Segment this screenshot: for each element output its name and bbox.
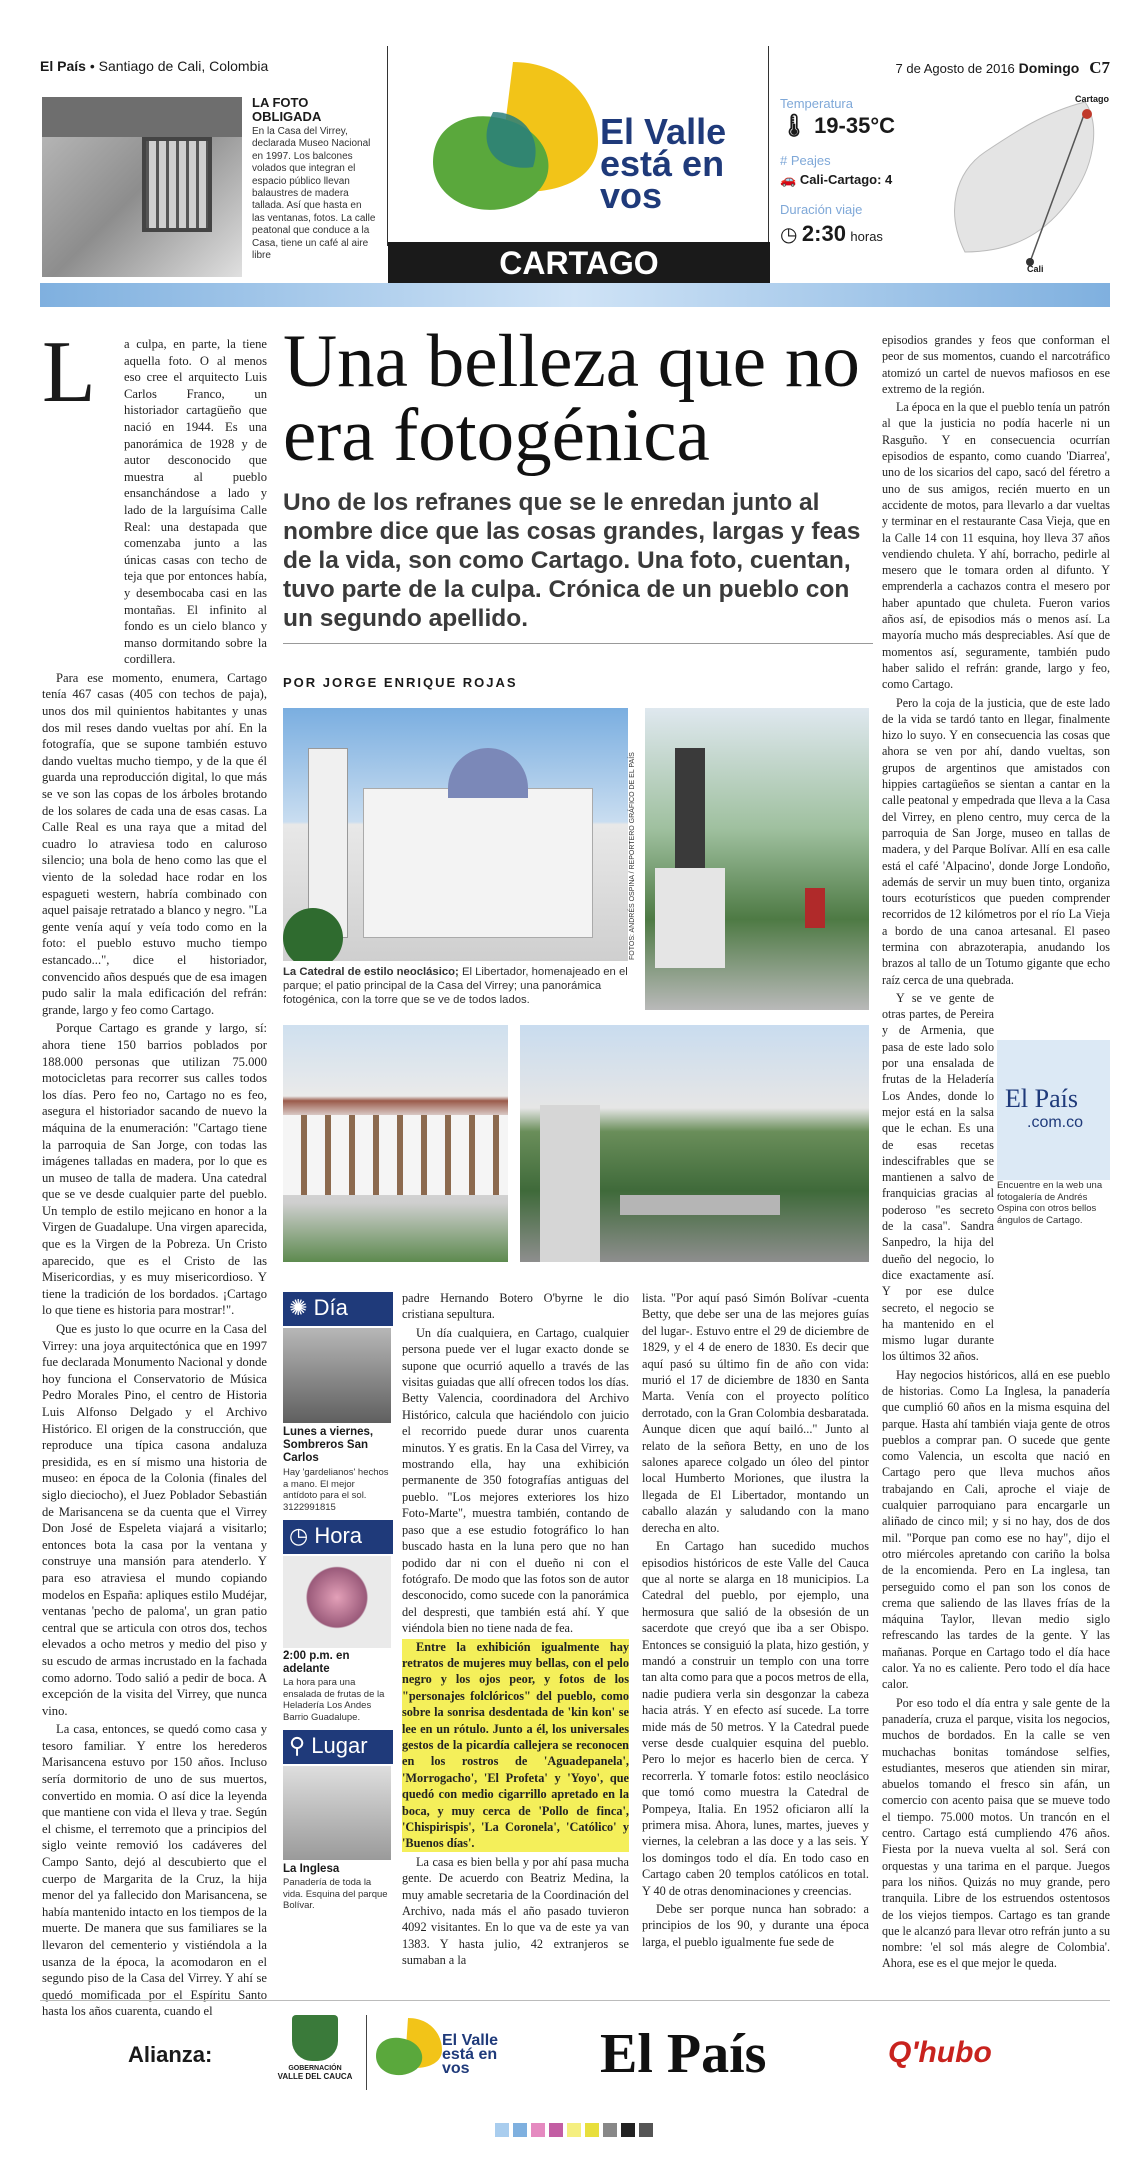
- lugar-title: Lugar: [311, 1733, 368, 1758]
- web-text: Encuentre en la web una fotogalería de Andrés Ospina con otros bellos ángulos de Cartago.: [997, 1180, 1103, 1226]
- web-brand: El País: [1005, 1084, 1078, 1113]
- foto-obligada-box: [252, 96, 377, 262]
- page-number: C7: [1089, 58, 1110, 77]
- clock-icon-2: ◷: [289, 1523, 309, 1548]
- col1-p3: Porque Cartago es grande y largo, sí: ahora tiene 150 barrios poblados por 188.000 personas que utilizan 75.000 motocicletas para recorrer sus calles todos los días. Pero feo no, Cartago no es feo, asegura el historiador sacando de nuevo la máquina de la enumeración: "Cartago tiene la parroquia de San Jorge, con todas las imágenes talladas en madera, por lo que es un museo de talla de madera. Una catedral que se ve desde cualquier parte del pueblo. Un templo de estilo mejicano en honor a la Virgen de Guadalupe. Una virgen aparecida, que es la Virgen de la Pobreza. Un Cristo aparecido, que es el Cristo de las Misericordias, y es muy misericordioso. Y tiene la tradición de los bordados. ¡Cartago lo que tiene es historia para mostrar!".: [42, 1021, 267, 1318]
- casa-virrey-photo: [42, 97, 242, 277]
- sky-band: [40, 283, 1110, 307]
- stats-box: [780, 96, 940, 247]
- hora-head: 2:00 p.m. en adelante: [283, 1650, 350, 1675]
- duracion-value: 2:30: [801, 221, 846, 246]
- registration-strip: [495, 2123, 675, 2137]
- lugar-head: La Inglesa: [283, 1863, 340, 1875]
- gob-line1: GOBERNACIÓN: [288, 2065, 342, 2072]
- col1-p5: La casa, entonces, se quedó como casa y tesoro familiar. Y entre los herederos Marisancena estuvo por 150 años. Incluso sería dormitorio de uno de sus muertos, convertido en momia. O así dice la leyenda que mantiene con vida el lleva y trae. Según el chisme, el terremoto que a principios del siglo veinte removió los cadáveres del Campo Santo, dejó al descubierto que el cuerpo de Margarita de la Cruz, la hija menor del ya fallecido don Marisancena, se había mantenido intacto en los tiempos de la muerte. De manera que sus familiares se la llevaron del cementerio y vistiéndola a la usanza de la época, la acomodaron en el segundo piso de la Casa del Virrey. Y ahí se quedó momificada por el Espíritu Santo hasta los años cuarenta, cuando el: [42, 1722, 267, 2019]
- photo-caption: [283, 965, 628, 1007]
- dia-title: Día: [313, 1295, 348, 1320]
- photo-credit: FOTOS: ANDRÉS OSPINA / REPORTERO GRÁFICO DE EL PAÍS: [629, 752, 636, 960]
- col2-highlight: Entre la exhibición igualmente hay retratos de mujeres muy bellas, con el pelo negro y los ojos peor, y fotos de los "personajes folclóricos" del pueblo, como sobre la sonrisa desdentada de 'kin kon' se lee en un rótulo. Junto a él, los universales gestos de la picardía callejera se reconocen en los rostros de 'Aguadepanela', 'Morrogacho', 'El Profeta' y 'Yoyo', que quedó con medio cigarrillo apretado en la boca, y muy cerca de 'Pollo de finca', 'Chispirispis', 'La Coronela', 'Católico' y 'Buenos días'.: [402, 1639, 629, 1851]
- byline: POR JORGE ENRIQUE ROJAS: [283, 675, 518, 690]
- footer-qhubo: Q'hubo: [888, 2036, 992, 2069]
- footer-logo-l1: El Valle: [442, 2032, 499, 2049]
- col3-p1: lista. "Por aquí pasó Simón Bolívar -cuenta Betty, que debe ser una de las mejores guías del lugar-. Estuvo entre el 29 de diciembre de 1829, y el 4 de enero de 1830. Es decir que aquí pasó su último fin de año con vida: murió el 17 de diciembre de 1830 en Santa Marta. Venía con el proyecto político derrotado, con la Gran Colombia desbaratada. Aunque dicen que aquí bailó..." Junto al relato de la señora Betty, en uno de los salones aparece colgado un óleo del pintor local Humberto Moriones, que ilustra la llegada de El Libertador, montando un caballo alazán y saludando con la mano derecha en alto.: [642, 1291, 869, 1535]
- thermometer-icon: 🌡: [780, 113, 808, 138]
- map-label-cali: Cali: [1027, 264, 1044, 274]
- article-subtitle: Uno de los refranes que se le enredan junto al nombre dice que las cosas grandes, largas y feas de la vida, son como Cartago. Una foto, cuentan, tuvo parte de la culpa. Crónica de un pueblo con un segundo apellido.: [283, 489, 861, 632]
- catedral-photo: [283, 708, 628, 961]
- footer-alianza: Alianza:: [128, 2042, 213, 2067]
- libertador-photo: [645, 708, 869, 1010]
- dia-header: [283, 1292, 393, 1326]
- web-box: [997, 1040, 1110, 1180]
- col2-p3: La casa es bien bella y por ahí pasa mucha gente. De acuerdo con Beatriz Medina, la muy amable secretaria de la Coordinación del Archivo, nada más el año pasado tuvieron 4092 visitantes. En lo que va de este ya van 1383. Y hasta julio, 42 extranjeros se sumaban a la: [402, 1854, 629, 1968]
- helado-photo: [283, 1556, 391, 1648]
- col4-p1: episodios grandes y feos que conforman el peor de sus momentos, cuando el narcotráfico atomizó un cartel de nuevos mafiosos en ese extremo de la región.: [882, 333, 1110, 396]
- footer-logo-l2: está en: [442, 2046, 498, 2063]
- col4-p6: Por eso todo el día entra y sale gente de la panadería, cruza el parque, visita los negocios, muchos de bordados. En la calle se ven muchachas bonitas tomándose selfies, estudiantes, meseros que atienden sin mirar, abuelos tomando el fresco sin afán, un comercio con acento paisa que se mueve todo el tiempo. 75.000 motos. Un trancón en el centro. Cartago está cumpliendo 476 años. Fiesta por la nueva vuelta al sol. Será con orquestas y una tarima en el parque. Juegos para los niños. Quizás no muy grande, pero tranquila. Libre de los estruendos ostentosos de los viejos tiempos. Cartago es tan grande que le alcanzó para llevar otro refrán junto a su nombre: 'el sol más alegre de Colombia'. Ahora, ese es el que mejor le queda.: [882, 1695, 1110, 1971]
- col2-p2: Un día cualquiera, en Cartago, cualquier persona puede ver el lugar exacto donde se supone que ocurrió aquello a través de las visitas guiadas que allí ofrecen todos los días. Betty Valencia, coordinadora del Archivo Histórico, calcula que haciéndolo con juicio el recorrido puede durar unos cuarenta minutos. Y es gratis. En la Casa del Virrey, va mostrando ella, hay una exhibición permanente de 350 fotografías antiguas del pueblo. "Los mejores exteriores los hizo Foto-Marte", muestra también, contando de paso que a ese estudio fotográfico lo han buscado hasta en la luna pero que no han podido dar ni con el dueño ni con el fotógrafo. De modo que las fotos son de autor desconocido, como sucede con la panorámica del despresti, que también está ahí. Y que viéndola bien no tiene nada de fea.: [402, 1325, 629, 1636]
- page-header: El País • Santiago de Cali, Colombia 7 de Agosto de 2016 Domingo C7: [40, 58, 1110, 77]
- lugar-text: Panadería de toda la vida. Esquina del parque Bolívar.: [283, 1877, 388, 1911]
- inglesa-photo: [283, 1766, 391, 1860]
- footer-logo-l3: vos: [442, 2060, 470, 2077]
- web-domain: .com.co: [1027, 1114, 1084, 1131]
- duracion-label: Duración viaje: [780, 202, 863, 217]
- article-title: Una belleza que no era fotogénica: [283, 320, 860, 477]
- banner: [387, 46, 769, 281]
- col1-p2: Para ese momento, enumera, Cartago tenía 467 casas (405 con techos de paja), unos dos mil quinientos habitantes y unas dos mil reses dando vueltas por ahí. En la fotografía, que se supone también estuvo dando vueltas mucho tiempo, y de la que él guarda una reproducción digital, lo que más se ve son las copas de los árboles brotando de los solares de cada una de esas casas. La Calle Real es una raya que a mitad del cuadro lo atraviesa todo en caluroso silencio; una bola de heno como las que el viento de la soledad hace rodar en los espagueti western, habría combinado con aquel paisaje retratado a blanco y negro. "La gente venía aquí y veía todo como en la foto: el pueblo estuvo mucho tiempo estancado...", dice el historiador, convencido años después que de esa imagen pudo salir la mala edificación del refrán: grande, largo y feo como Cartago.: [42, 670, 267, 1017]
- temp-label: Temperatura: [780, 96, 853, 111]
- panoramica-photo: [520, 1025, 869, 1262]
- caption-rest: El Libertador, homenajeado en el parque; el patio principal de la Casa del Virrey; una panorámica fotogénica, con la torre que se ve de todos lados.: [283, 966, 628, 1006]
- col4-p5: Hay negocios históricos, allá en ese pueblo de historias. Como La Inglesa, la panadería que cumplió 60 años en la misma esquina del parque. Hasta ahí también viaja gente de otros pueblos a comprar pan. O sucede que gente como Valencia, un escolta que nació en Cartago pero que lleva muchos años trabajando en Cali, aproche el viaje de cualquier parroquiano para encargarle un aliñado de cinco mil; y si no hay, dos de dos mil. "Porque pan como ese no hay", dijo el otro miércoles apretando con cariño la bolsa de la encomienda. Pero en La inglesa, tan perseguido como el pan son los conos de crema que saliendo de las llaves frías de la máquina Taylor, llevan medio siglo refrescando las tardes de la gente. Y las mañanas. Porque en Cartago todo el día hace calor. Ya no es caliente. Pero todo el día hace calor.: [882, 1367, 1110, 1692]
- patio-photo: [283, 1025, 508, 1262]
- lugar-header: [283, 1730, 393, 1764]
- town-name: CARTAGO: [388, 242, 770, 284]
- sun-icon: ✺: [289, 1295, 308, 1320]
- foto-obligada-title: LA FOTO OBLIGADA: [252, 95, 322, 124]
- col4-p3: Pero la coja de la justicia, que de este lado de la vida se tardó tanto en llegar, finalmente hizo lo suyo. Y en consecuencia las cosas que ahora se ven por ahí, dando vueltas, son grupos de argentinos que amistados con hippies cartagüeños se sientan a cantar en la calle peatonal y empedrada que lleva a la Casa del Virrey, en pleno centro, muy cerca de la parroquia de San Jorge, museo en tallas de madera, y del Parque Bolívar. Allí en esa calle está el café 'Alpacino', donde Jorge Londoño, además de servir un muy buen tinto, organiza tours ecoturísticos que pueden comprender recorridos de 12 kilómetros por el río La Vieja a bordo de una canoa artesanal. El paseo termina con abrazoterapia, anudando los brazos al tallo de un Totumo gigante que echo raíz cerca de una quebrada.: [882, 695, 1110, 987]
- clock-icon: ◷: [780, 224, 798, 246]
- column-2: [402, 1290, 629, 1971]
- hora-title: Hora: [314, 1523, 363, 1548]
- peajes-label: # Peajes: [780, 153, 831, 168]
- gobernacion-logo: [270, 2015, 360, 2081]
- sidebar: [283, 1292, 391, 1832]
- date: 7 de Agosto de 2016: [895, 61, 1015, 76]
- car-icon: 🚗: [780, 172, 797, 187]
- caption-bold: La Catedral de estilo neoclásico;: [283, 966, 459, 978]
- valle-logo-small-icon: [370, 2012, 445, 2087]
- shield-icon: [292, 2015, 338, 2061]
- city: Santiago de Cali, Colombia: [98, 58, 269, 74]
- duracion-unit: horas: [850, 229, 883, 244]
- pin-icon: ⚲: [289, 1733, 306, 1758]
- logo-text: [600, 111, 727, 216]
- col1-p4: Que es justo lo que ocurre en la Casa del Virrey: una joya arquitectónica que en 1997 fue declarada Monumento Nacional y donde hoy funciona el Conservatorio de Música Pedro Morales Pino, el centro de Historia Luis Alfonso Delgado y el Archivo Histórico. El origen de la construcción, que reproduce una típica casona andaluza presidida, es en sí mismo una historia de museo: en época de la Colonia (finales del siglo dieciocho), el Juez Poblador Sebastián de Marisancena se da cuenta que el Virrey Don José de Espeleta viajará a visitarlo; entonces bota la casa por la ventana y construye una mansión para atenderlo. Y para eso atraviesa el mundo copiando modelos en España: apliques estilo Mudéjar, ventanas 'pecho de paloma', un gran patio central que se articula con otros dos, techos elevados a ocho metros y medio del piso y su escudo de armas incrustado en la fachada como adorno. Todo salió a pedir de boca. A excepción de la visita del Virrey, que nunca vino.: [42, 1322, 267, 1718]
- col4-p4: Y se ve gente de otras partes, de Pereira y de Armenia, que pasa de este lado solo por una ensalada de frutas de la Heladería Los Andes, donde lo mejor está en la salsa que le echan. Es una de esas recetas indescifrables que se mantienen a salvo de franquicias gracias al poderoso "es secreto de la casa". Sandra Sanpedro, la hija del dueño del negocio, lo dice exactamente así. Y por ese dulce secreto, el negocio se ha mantenido en el mismo lugar durante los últimos 32 años.: [882, 990, 994, 1364]
- hora-text: La hora para una ensalada de frutas de la Heladería Los Andes Barrio Guadalupe.: [283, 1677, 385, 1723]
- day: Domingo: [1018, 60, 1080, 76]
- footer-divider: [40, 2000, 1110, 2001]
- logo-line1: El Valle: [600, 111, 727, 152]
- logo-line2: está en: [600, 143, 725, 184]
- col4-p2: La época en la que el pueblo tenía un patrón al que la justicia no podía hacerle ni un Rasguño. Y en consecuencia ocurrían episodios de espanto, como cuando 'Diarrea', uno de los sicarios del capo, sacó del féretro a uno de sus amigos, recién muerto en un accidente de motos, para llevarlo a dar vueltas y terminar en el restaurante Casa Vieja, que en la Calle 14 con 11 esquina, hoy lleva 37 años vendiendo chuleta. Y ahí, borracho, pedirle al mesero que le tomara orden al difunto. Y emprenderla a cachazos contra el mesero por haber apuntado que chuleta. Fueron varios años así, de episodios más o menos así. La mayoría mucho más despreciables. Así que de momentos así, seguramente, también pudo haber salido el refrán: grande, largo y feo, como Cartago.: [882, 400, 1110, 692]
- footer-sep: [366, 2015, 367, 2090]
- temp-value: 19-35°C: [814, 113, 896, 138]
- map-label-cartago: Cartago: [1075, 94, 1110, 104]
- dia-text: Hay 'gardelianos' hechos a mano. El mejor antídoto para el sol. 3122991815: [283, 1467, 389, 1513]
- logo-line3: vos: [600, 175, 663, 216]
- dia-head: Lunes a viernes, Sombreros San Carlos: [283, 1426, 374, 1464]
- col3-p3: Debe ser porque nunca han sobrado: a principios de los 90, y durante una época larga, el pueblo igualmente fue sede de: [642, 1902, 869, 1949]
- hora-header: [283, 1520, 393, 1554]
- dropcap: L: [42, 324, 96, 421]
- gob-line2: VALLE DEL CAUCA: [277, 2072, 353, 2081]
- col1-p1: a culpa, en parte, la tiene aquella foto. O al menos eso cree el arquitecto Luis Carlos Franco, un historiador cartagüeño que nació en 1944. Es una panorámica de 1928 y de autor desconocido que muestra al pueblo ensanchándose a lado y lado de la larguísima Calle Real: una destapada que comenzaba junto a las únicas casas con techo de teja que por entonces había, y desembocaba casi en las montañas. El infinito al fondo es un cielo blanco y manso dormitando sobre la cordillera.: [124, 337, 267, 667]
- footer-valle-text: [442, 2034, 498, 2076]
- divider: [283, 643, 873, 644]
- peajes-value: Cali-Cartago: 4: [799, 172, 893, 187]
- col2-p1: padre Hernando Botero O'byrne le dio cristiana sepultura.: [402, 1291, 629, 1322]
- footer-elpais: El País: [600, 2023, 767, 2085]
- valle-logo-icon: [413, 52, 613, 222]
- column-3: [642, 1290, 869, 1952]
- sombreros-photo: [283, 1328, 391, 1423]
- paper-name: El País: [40, 58, 86, 74]
- foto-obligada-text: En la Casa del Virrey, declarada Museo Nacional en 1997. Los balcones volados que integran el espacio público llevan balaustres de madera tallada. Así que hasta en las ventanas, fotos. La calle peatonal que conduce a la Casa, tiene un café al aire libre: [252, 126, 376, 262]
- column-1: [42, 336, 267, 2022]
- col3-p2: En Cartago han sucedido muchos episodios históricos de este Valle del Cauca que al norte se alarga en 18 municipios. La Catedral del pueblo, por ejemplo, una hermosura que salió de la obsesión de un sacerdote que creyó que iba a ser Obispo. Entonces se consiguió la plata, hizo gestión, y mandó a construir un templo con una torre tan alta como para que a pocos metros de ella, nadie pudiera verla sin desgonzar la cabeza hacia atrás. Y en efecto así sucede. La torre mide más de 50 metros. Y la Catedral puede verse desde cualquier esquina del pueblo. Pero lo mejor es hacerlo bien de cerca. Y recorrerla. Y tomarle fotos: estilo neoclásico que tomó como muestra la Catedral de Pompeya, Italia. En 1952 oficiaron allí la primera misa. Ahora, lunes, martes, jueves y viernes, la celebran a las doce y a las seis. Y los domingos todo el día. En todo caso en Cartago caben 20 templos católicos en total. Y 40 de otras denominaciones y creencias.: [642, 1539, 869, 1898]
- map: [935, 92, 1110, 277]
